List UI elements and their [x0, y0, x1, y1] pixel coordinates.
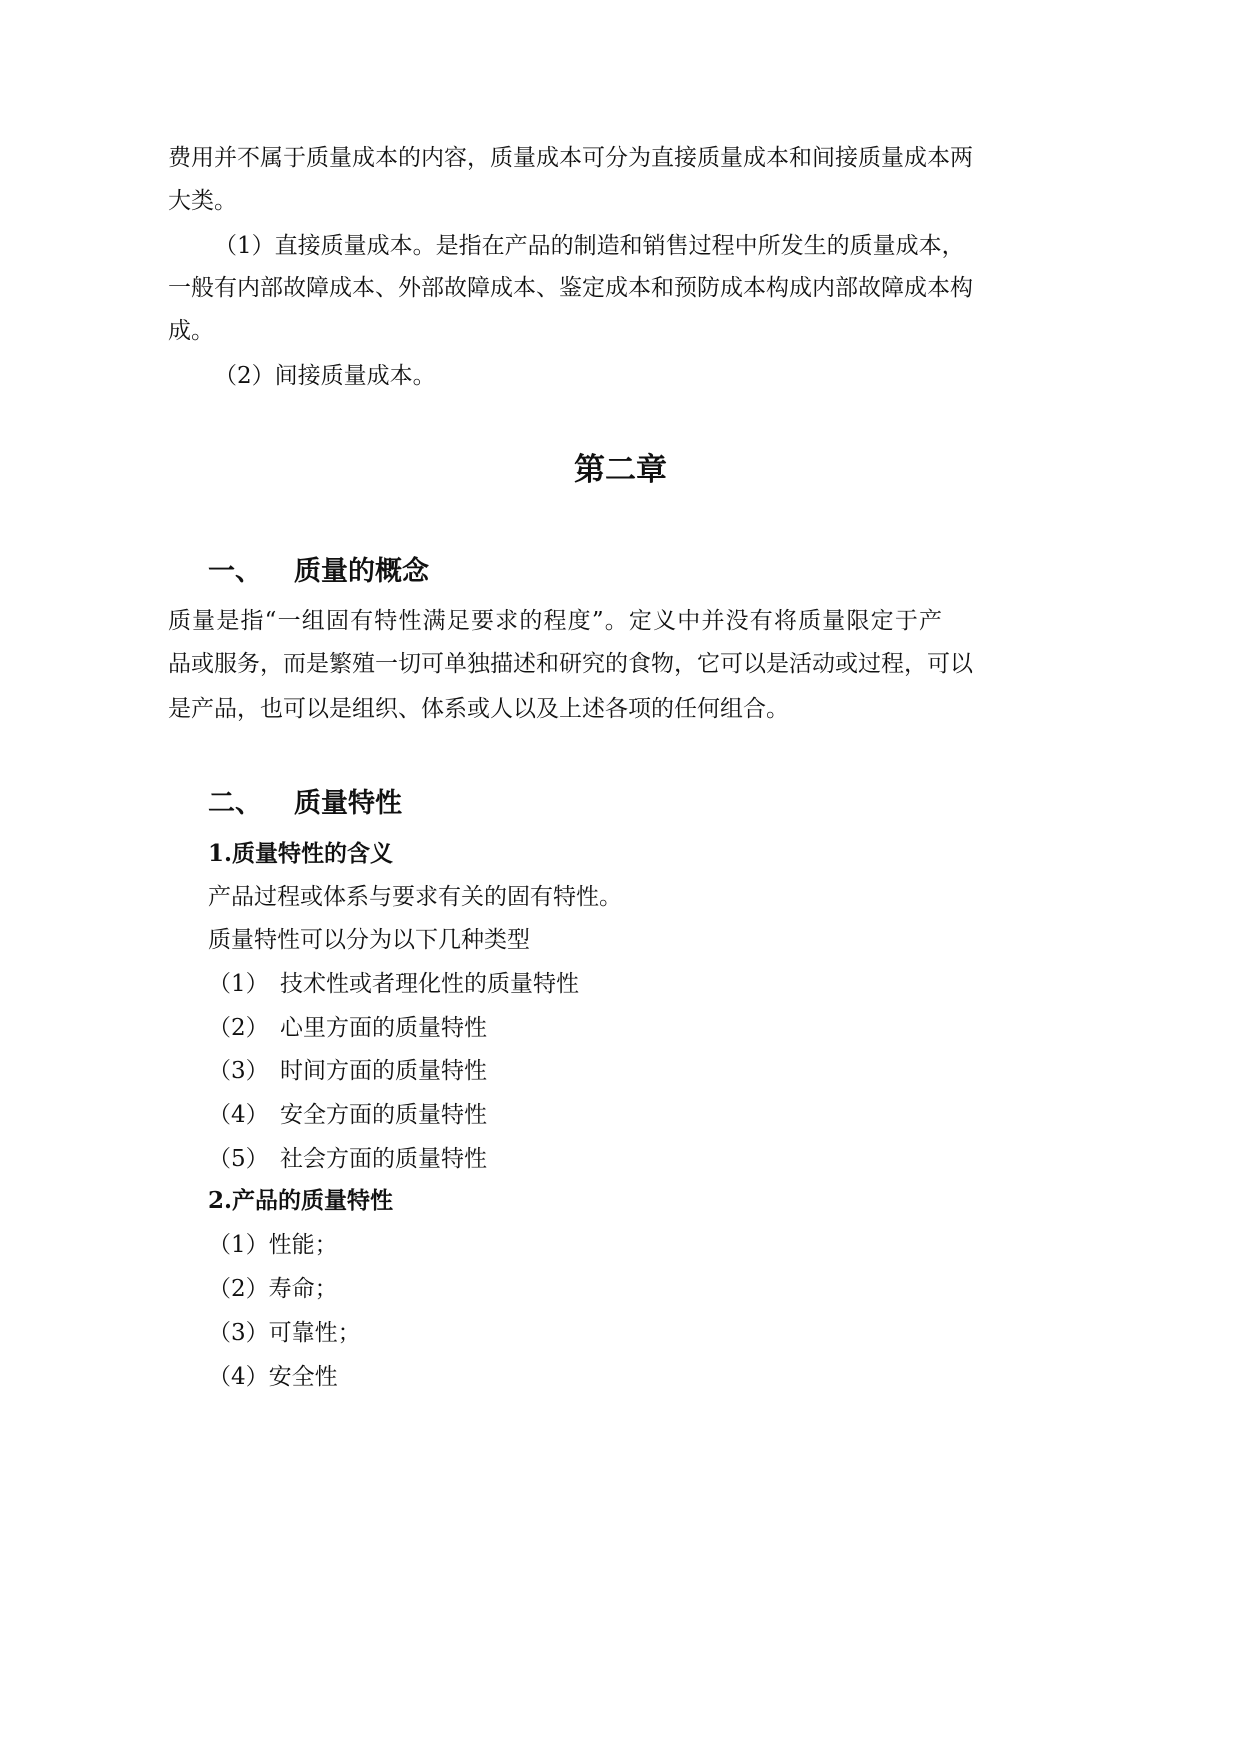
paragraph-line: 质量是指“一组固有特性满足要求的程度”。定义中并没有将质量限定于产 — [168, 608, 942, 634]
list-item-text: 安全方面的质量特性 — [280, 1102, 487, 1128]
list-item — [208, 969, 579, 999]
list-item-number: （2） — [208, 1015, 269, 1041]
list-item-text: 时间方面的质量特性 — [280, 1058, 487, 1084]
paragraph-line: 一般有内部故障成本、外部故障成本、鉴定成本和预防成本构成内部故障成本构 — [168, 275, 973, 301]
list-item: （3）可靠性； — [208, 1320, 361, 1346]
paragraph-line: （2）间接质量成本。 — [214, 363, 436, 389]
section-heading — [208, 554, 429, 590]
list-item — [208, 1100, 487, 1130]
paragraph-line: 是产品，也可以是组织、体系或人以及上述各项的任何组合。 — [168, 696, 789, 722]
list-item-text: 心里方面的质量特性 — [280, 1015, 487, 1041]
paragraph-line: 产品过程或体系与要求有关的固有特性。 — [208, 884, 622, 910]
paragraph-line: 成。 — [168, 318, 214, 344]
list-item-text: 社会方面的质量特性 — [280, 1146, 487, 1172]
list-item: （2）寿命； — [208, 1276, 338, 1302]
list-item: （1）性能； — [208, 1232, 338, 1258]
section-number: 一、 — [208, 556, 262, 587]
paragraph-line: 质量特性可以分为以下几种类型 — [208, 927, 530, 953]
paragraph-line: （1）直接质量成本。是指在产品的制造和销售过程中所发生的质量成本， — [214, 233, 965, 259]
list-item-number: （3） — [208, 1058, 269, 1084]
list-item — [208, 1056, 487, 1086]
list-item-number: （5） — [208, 1146, 269, 1172]
section-title: 质量特性 — [294, 788, 402, 819]
subsection-title: 1.质量特性的含义 — [208, 840, 394, 867]
subsection-title: 2.产品的质量特性 — [208, 1187, 394, 1214]
section-number: 二、 — [208, 788, 262, 819]
list-item-number: （1） — [208, 971, 269, 997]
chapter-title: 第二章 — [574, 452, 667, 488]
list-item-text: 技术性或者理化性的质量特性 — [280, 971, 579, 997]
list-item — [208, 1144, 487, 1174]
section-title: 质量的概念 — [294, 556, 429, 587]
list-item — [208, 1013, 487, 1043]
paragraph-line: 大类。 — [168, 188, 237, 214]
list-item: （4）安全性 — [208, 1364, 338, 1390]
section-heading — [208, 786, 402, 822]
paragraph-line: 品或服务，而是繁殖一切可单独描述和研究的食物，它可以是活动或过程，可以 — [168, 651, 973, 677]
paragraph-line: 费用并不属于质量成本的内容，质量成本可分为直接质量成本和间接质量成本两 — [168, 145, 973, 171]
list-item-number: （4） — [208, 1102, 269, 1128]
